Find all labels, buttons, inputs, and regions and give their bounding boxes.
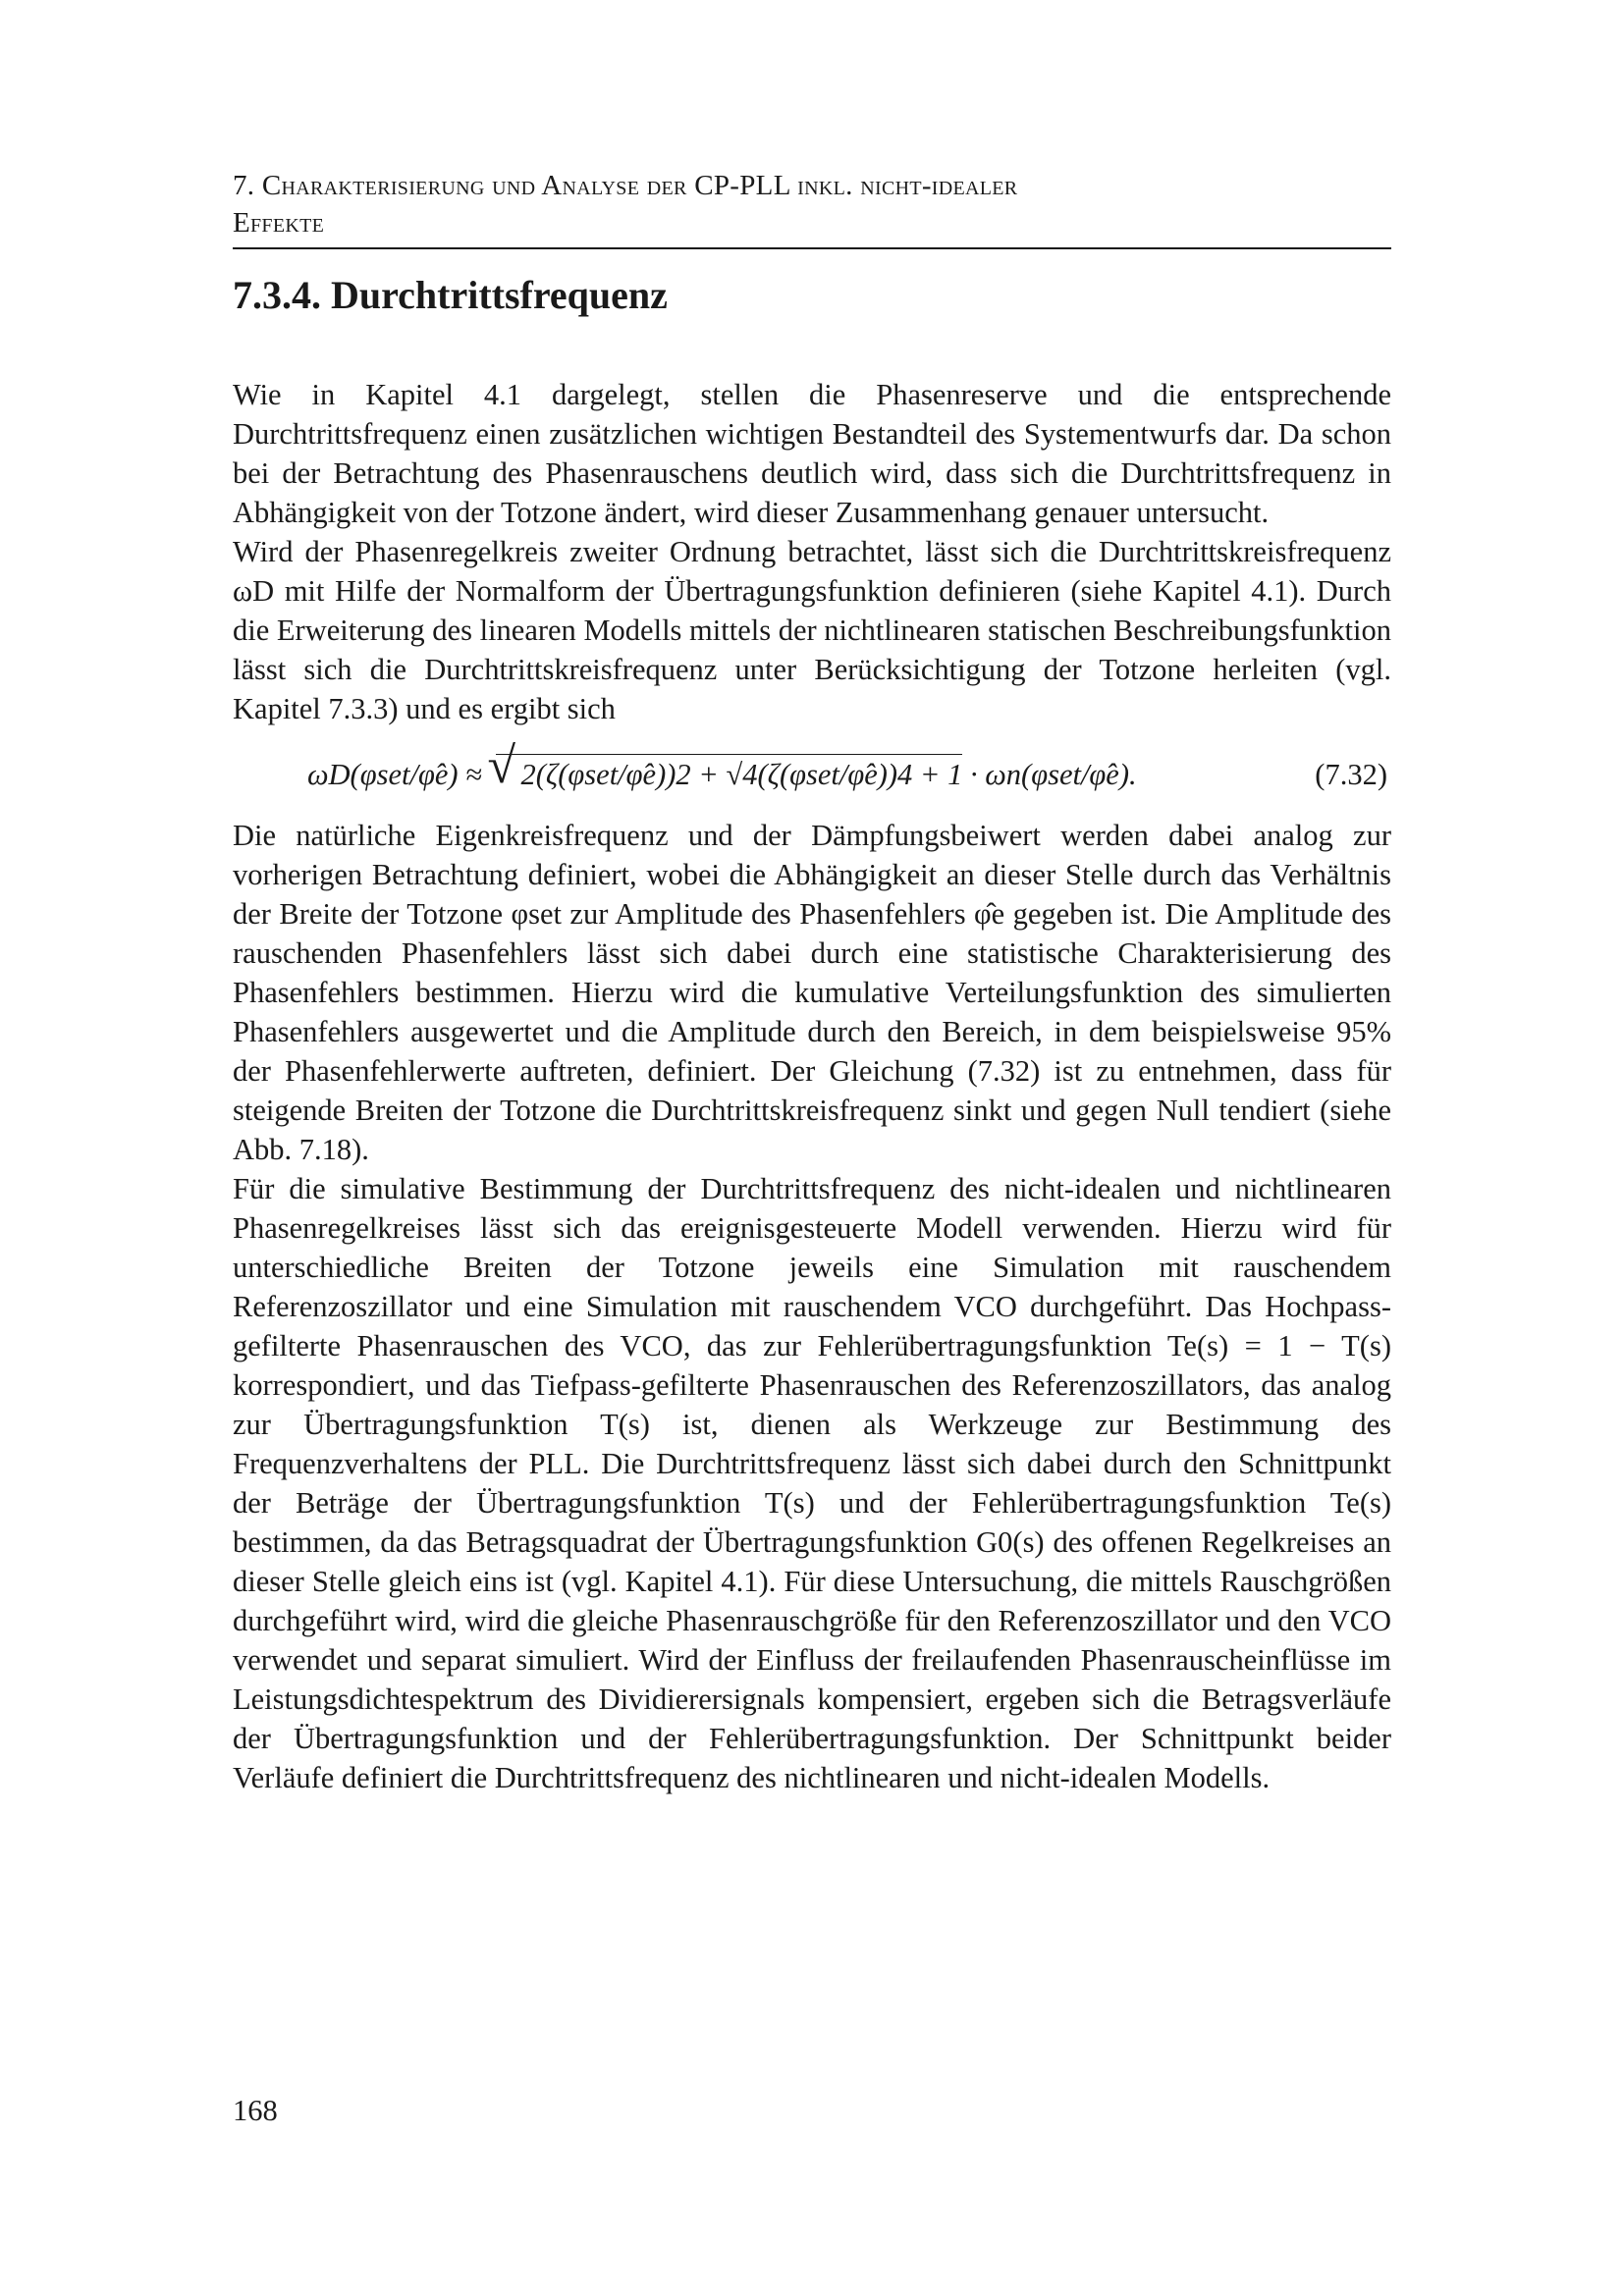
page-number: 168 xyxy=(233,2094,278,2127)
paragraph-4: Für die simulative Bestimmung der Durchtrittsfrequenz des nicht-idealen und nichtlinearen Phasenregelkreises lässt sich das ereignisgesteuerte Modell verwenden. Hierzu wird für unterschiedliche Breiten der Totzone jeweils eine Simulation mit rauschendem Referenzoszillator und eine Simulation mit rauschendem VCO durchgeführt. Das Hochpass-gefilterte Phasenrauschen des VCO, das zur Fehlerübertragungsfunktion Te(s) = 1 − T(s) korrespondiert, und das Tiefpass-gefilterte Phasenrauschen des Referenzoszillators, das analog zur Übertragungsfunktion T(s) ist, dienen als Werkzeuge zur Bestimmung des Frequenzverhaltens der PLL. Die Durchtrittsfrequenz lässt sich dabei durch den Schnittpunkt der Beträge der Übertragungsfunktion T(s) und der Fehlerübertragungsfunktion Te(s) bestimmen, da das Betragsquadrat der Übertragungsfunktion G0(s) des offenen Regelkreises an dieser Stelle gleich eins ist (vgl. Kapitel 4.1). Für diese Untersuchung, die mittels Rauschgrößen durchgeführt wird, wird die gleiche Phasenrauschgröße für den Referenzoszillator und den VCO verwendet und separat simuliert. Wird der Einfluss der freilaufenden Phasenrauscheinflüsse im Leistungsdichtespektrum des Dividierersignals kompensiert, ergeben sich die Betragsverläufe der Übertragungsfunktion und der Fehlerübertragungsfunktion. Der Schnittpunkt beider Verläufe definiert die Durchtrittsfrequenz des nichtlinearen und nicht-idealen Modells. xyxy=(233,1172,1391,1794)
paragraph-2: Wird der Phasenregelkreis zweiter Ordnung betrachtet, lässt sich die Durchtrittskreisfrequenz ωD mit Hilfe der Normalform der Übertragungsfunktion definieren (siehe Kapitel 4.1). Durch die Erweiterung des linearen Modells mittels der nichtlinearen statischen Beschreibungsfunktion lässt sich die Durchtrittskreisfrequenz unter Berücksichtigung der Totzone herleiten (vgl. Kapitel 7.3.3) und es ergibt sich xyxy=(233,535,1391,725)
paragraph-3: Die natürliche Eigenkreisfrequenz und der Dämpfungsbeiwert werden dabei analog zur vorherigen Betrachtung definiert, wobei die Abhängigkeit an dieser Stelle durch das Verhältnis der Breite der Totzone φset zur Amplitude des Phasenfehlers φ̂e gegeben ist. Die Amplitude des rauschenden Phasenfehlers lässt sich dabei durch eine statistische Charakterisierung des Phasenfehlers bestimmen. Hierzu wird die kumulative Verteilungsfunktion des simulierten Phasenfehlers ausgewertet und die Amplitude durch den Bereich, in dem beispielsweise 95% der Phasenfehlerwerte auftreten, definiert. Der Gleichung (7.32) ist zu entnehmen, dass für steigende Breiten der Totzone die Durchtrittskreisfrequenz sinkt und gegen Null tendiert (siehe Abb. 7.18). xyxy=(233,819,1391,1166)
running-header xyxy=(233,167,1391,241)
body-text xyxy=(233,375,1391,1797)
running-header-line-1: 7. Charakterisierung und Analyse der CP-PLL inkl. nicht-idealer xyxy=(233,170,1018,201)
header-rule xyxy=(233,247,1391,249)
equation-radicand: 2(ζ(φset/φ̂e))2 + √4(ζ(φset/φ̂e))4 + 1 xyxy=(520,758,963,791)
equation-number: (7.32) xyxy=(1315,757,1387,791)
paragraph-1: Wie in Kapitel 4.1 dargelegt, stellen die Phasenreserve und die entsprechende Durchtrittsfrequenz einen zusätzlichen wichtigen Bestandteil des Systementwurfs dar. Da schon bei der Betrachtung des Phasenrauschens deutlich wird, dass sich die Durchtrittsfrequenz in Abhängigkeit von der Totzone ändert, wird dieser Zusammenhang genauer untersucht. xyxy=(233,378,1391,529)
equation-7-32 xyxy=(233,754,1391,794)
equation-rhs: · ωn(φset/φ̂e). xyxy=(970,758,1137,791)
equation-lhs: ωD(φset/φ̂e) ≈ xyxy=(307,758,482,791)
equation-body xyxy=(307,754,1137,794)
page-content xyxy=(233,167,1391,1797)
equation-sqrt xyxy=(496,754,963,794)
running-header-line-2: Effekte xyxy=(233,207,325,239)
section-title: 7.3.4. Durchtrittsfrequenz xyxy=(233,273,668,317)
